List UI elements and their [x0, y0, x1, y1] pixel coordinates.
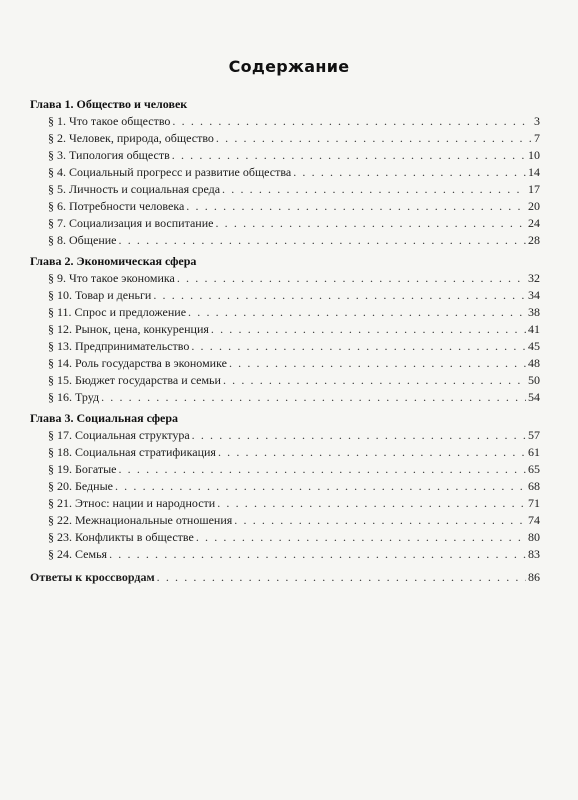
dot-leader	[157, 569, 526, 586]
entry-page: 3	[534, 114, 540, 128]
toc-entry[interactable]	[30, 495, 540, 512]
dot-leader	[101, 389, 526, 406]
toc-entry[interactable]	[30, 232, 540, 249]
chapter-heading: Глава 1. Общество и человек	[30, 97, 188, 111]
dot-leader	[172, 147, 526, 164]
entry-page: 86	[528, 570, 540, 584]
toc-entry[interactable]	[30, 389, 540, 406]
entry-page: 20	[528, 199, 540, 213]
toc-entry[interactable]	[30, 215, 540, 232]
toc-entry[interactable]	[30, 427, 540, 444]
page-title: Содержание	[228, 57, 350, 76]
entry-label: § 13. Предпринимательство	[48, 339, 190, 353]
toc-entry[interactable]	[30, 461, 540, 478]
dot-leader	[234, 512, 526, 529]
entry-page: 32	[528, 271, 540, 285]
entry-label: § 4. Социальный прогресс и развитие общества	[48, 165, 292, 179]
entry-page: 10	[528, 148, 540, 162]
entry-page: 14	[528, 165, 540, 179]
entry-label: § 6. Потребности человека	[48, 199, 185, 213]
dot-leader	[229, 355, 526, 372]
dot-leader	[115, 478, 526, 495]
dot-leader	[293, 164, 526, 181]
entry-page: 34	[528, 288, 540, 302]
entry-label: § 8. Общение	[48, 233, 117, 247]
chapter-heading: Глава 3. Социальная сфера	[30, 411, 179, 425]
toc-entry[interactable]	[30, 355, 540, 372]
entry-page: 50	[528, 373, 540, 387]
entry-page: 57	[528, 428, 540, 442]
toc-entry[interactable]	[30, 444, 540, 461]
toc-entry-answers[interactable]	[30, 569, 540, 586]
entry-page: 83	[528, 547, 540, 561]
entry-page: 71	[528, 496, 540, 510]
dot-leader	[215, 215, 526, 232]
entry-label: § 24. Семья	[48, 547, 108, 561]
dot-leader	[186, 198, 526, 215]
entry-label: § 14. Роль государства в экономике	[48, 356, 227, 370]
dot-leader	[109, 546, 526, 563]
entry-page: 65	[528, 462, 540, 476]
toc-entry[interactable]	[30, 113, 540, 130]
dot-leader	[216, 130, 532, 147]
dot-leader	[222, 181, 526, 198]
entry-label: § 19. Богатые	[48, 462, 117, 476]
dot-leader	[172, 113, 532, 130]
entry-page: 38	[528, 305, 540, 319]
entry-page: 61	[528, 445, 540, 459]
entry-label: § 7. Социализация и воспитание	[48, 216, 214, 230]
entry-label: § 17. Социальная структура	[48, 428, 190, 442]
entry-label: § 2. Человек, природа, общество	[48, 131, 214, 145]
toc-entry[interactable]	[30, 270, 540, 287]
chapter-heading: Глава 2. Экономическая сфера	[30, 254, 197, 268]
toc-entry[interactable]	[30, 164, 540, 181]
entry-page: 68	[528, 479, 540, 493]
entry-page: 41	[528, 322, 540, 336]
toc-entry[interactable]	[30, 478, 540, 495]
dot-leader	[153, 287, 526, 304]
entry-label: § 1. Что такое общество	[48, 114, 171, 128]
entry-label: § 20. Бедные	[48, 479, 113, 493]
answers-label: Ответы к кроссвордам	[30, 570, 155, 584]
entry-label: § 23. Конфликты в обществе	[48, 530, 194, 544]
entry-page: 17	[528, 182, 540, 196]
toc-entry[interactable]	[30, 529, 540, 546]
dot-leader	[211, 321, 526, 338]
toc-entry[interactable]	[30, 287, 540, 304]
toc-entry[interactable]	[30, 130, 540, 147]
entry-label: § 22. Межнациональные отношения	[48, 513, 233, 527]
toc-entry[interactable]	[30, 181, 540, 198]
toc-entry[interactable]	[30, 198, 540, 215]
toc-entry[interactable]	[30, 512, 540, 529]
dot-leader	[119, 232, 526, 249]
chapter-2	[30, 253, 540, 406]
entry-label: § 9. Что такое экономика	[48, 271, 175, 285]
entry-page: 74	[528, 513, 540, 527]
entry-label: § 18. Социальная стратификация	[48, 445, 216, 459]
toc-entry[interactable]	[30, 304, 540, 321]
toc-entry[interactable]	[30, 321, 540, 338]
entry-label: § 11. Спрос и предложение	[48, 305, 187, 319]
entry-page: 54	[528, 390, 540, 404]
entry-label: § 15. Бюджет государства и семьи	[48, 373, 221, 387]
dot-leader	[196, 529, 526, 546]
entry-label: § 5. Личность и социальная среда	[48, 182, 221, 196]
toc-entry[interactable]	[30, 147, 540, 164]
entry-label: § 16. Труд	[48, 390, 100, 404]
dot-leader	[223, 372, 526, 389]
entry-label: § 10. Товар и деньги	[48, 288, 152, 302]
toc-entry[interactable]	[30, 546, 540, 563]
dot-leader	[217, 495, 526, 512]
chapter-1	[30, 96, 540, 249]
toc-entry[interactable]	[30, 372, 540, 389]
dot-leader	[118, 461, 526, 478]
table-of-contents	[30, 96, 540, 586]
entry-label: § 3. Типология обществ	[48, 148, 170, 162]
entry-page: 45	[528, 339, 540, 353]
entry-page: 7	[534, 131, 540, 145]
dot-leader	[218, 444, 526, 461]
entry-page: 48	[528, 356, 540, 370]
entry-page: 80	[528, 530, 540, 544]
dot-leader	[177, 270, 526, 287]
entry-page: 28	[528, 233, 540, 247]
dot-leader	[192, 427, 526, 444]
chapter-3	[30, 410, 540, 563]
dot-leader	[191, 338, 526, 355]
dot-leader	[188, 304, 526, 321]
entry-label: § 21. Этнос: нации и народности	[48, 496, 216, 510]
entry-page: 24	[528, 216, 540, 230]
entry-label: § 12. Рынок, цена, конкуренция	[48, 322, 209, 336]
toc-entry[interactable]	[30, 338, 540, 355]
